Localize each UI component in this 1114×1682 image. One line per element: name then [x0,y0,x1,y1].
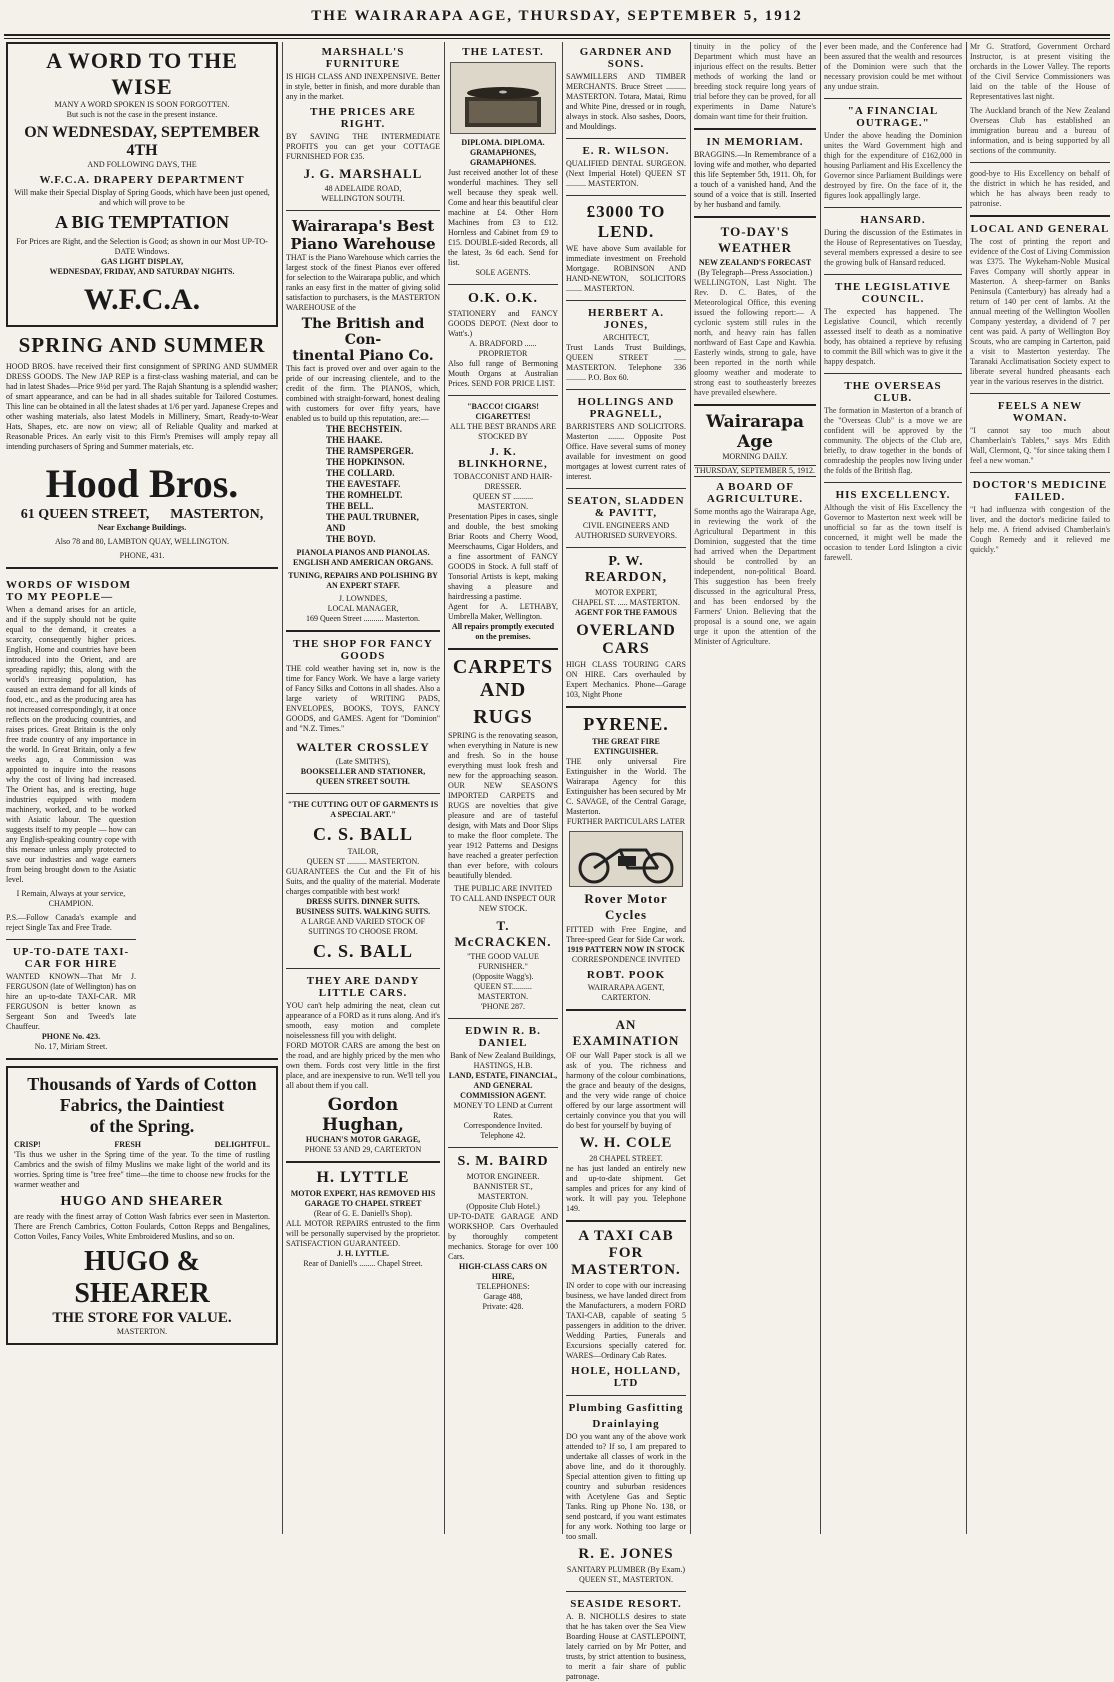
crossley-trade: BOOKSELLER AND STATIONER, QUEEN STREET SOUTH. [300,767,426,786]
daniel-tel: Telephone 42. [480,1131,526,1140]
separator [566,1395,686,1396]
tobacco-agent: Agent for A. LETHABY, Umbrella Maker, Wellington. [448,602,558,621]
crossley-name: WALTER CROSSLEY [296,740,430,754]
separator [970,393,1110,394]
masthead-rule-thin [4,38,1110,39]
separator [286,1161,440,1163]
column6-continued: ever been made, and the Conference had been assured that the wealth and resources of the Dominion were such that the necessary provision could be met without any undue strain. [824,42,962,91]
wisdom-body: When a demand arises for an article, and if the supply should not be quite equal to the demand, it creates a scarcity, consequently higher prices. English, Home and countries have been introduced into the Orient, and are spreading rapidly; this, along with the world's increasing population, has caused an extra demand for all kinds of food, etc., and as the producing area has not increased correspondingly, it at once reflects on the producing countries, and raises prices. Great Britain is the only free trade country of any importance in the world. In Great Britain, only a few weeks ago, a Commission was appointed to inquire into the reasons why the cost of living had increased. The Orient has, and is erecting, huge industries equipped with modern machinery, worked, and to be worked with Asiatic labour. The question suggests itself to my people — how can any English-speaking country cope with this menace unless amply protected to save our industries and wage earners from being brought down to the Asiatic level. [6,605,136,884]
taxi2-name: HOLE, HOLLAND, LTD [571,1365,681,1389]
rover-stock: 1919 PATTERN NOW IN STOCK [567,945,685,954]
exam-head: AN EXAMINATION [572,1017,680,1048]
lend-head: £3000 TO LEND. [586,202,666,241]
wisdom-sign: I Remain, Always at your service, CHAMPION. [16,889,126,908]
excellency-head: HIS EXCELLENCY. [835,489,951,501]
separator [970,162,1110,163]
piano-brand-item: THE ROMHELDT. [326,490,403,500]
piano-brand-item: THE EAVESTAFF. [326,479,401,489]
ball-body: GUARANTEES the Cut and the Fit of his Suits, and the quality of the material. Moderate charges compatible with best work! [286,867,440,896]
rover-body: FITTED with Free Engine, and Three-speed Gear for Side Car work. [566,925,686,944]
piano-brand-item: THE HAAKE. [326,435,383,445]
memoriam-body: BRAGGINS.—In Remembrance of a loving wife and mother, who departed this life September 5th, 1911. Oh, for a touch of a vanished hand, And the sound of a voice that is still. Inserted by her husband and family. [694,150,816,209]
column-rule [966,42,967,1534]
taxi2-head: A TAXI CAB FOR MASTERTON. [571,1228,681,1278]
seaside-body: A. B. NICHOLLS desires to state that he has taken over the Sea View Boarding House at CASTLEPOINT, lately carried on by Mr Potter, and trusts, by strict attention to business, to merit a fair share of public patronage. [566,1612,686,1681]
lyttle-rear: (Rear of G. E. Daniell's Shop). [313,1209,413,1218]
overseas-head: THE OVERSEAS CLUB. [844,380,942,404]
council-body: The expected has happened. The Legislative Council, which recently assessed itself to death as a nominative body, has obtained a reprieve by refusing to commit the Bill which was to give it the happy despatch. [824,307,962,366]
separator [566,1009,686,1011]
separator [970,472,1110,473]
local-body: The cost of printing the report and evidence of the Cost of Living Commission was £375. The Wykeham-Noble Musical Faves Company will shortly appear in Masterton. A sheep-farmer on Banks Peninsula (Canterbury) has already had a return of 140 per cent of lambs. At the annual meeting of the Wellington Woollen Company yesterday, a dividend of 7 per cent was paid. A party of Wellington Boy Scouts, who are camping in Carterton, paid a visit to Masterton yesterday. The Taranaki Acclimatisation Society expect to liberate several hundred pheasants each year in the various reserves in the district. [970,237,1110,386]
tobacco-brands: ALL THE BEST BRANDS ARE STOCKED BY [449,422,557,441]
separator [6,1058,278,1060]
rover-head: Rover Motor Cycles [584,891,668,922]
gramophone-icon [451,63,555,133]
wfca-headline: A WORD TO THE WISE [46,48,238,99]
carpets-head2: RUGS [473,706,533,728]
carpets-opp: (Opposite Wagg's). [472,972,534,981]
separator [286,793,440,794]
baird-addr: BANNISTER ST., MASTERTON. [473,1182,533,1201]
separator [566,1220,686,1222]
daniel-name: EDWIN R. B. DANIEL [465,1025,541,1049]
wilson-head: E. R. WILSON. [582,145,670,157]
separator [6,939,136,940]
baird-body: UP-TO-DATE GARAGE AND WORKSHOP. Cars Overhauled by thoroughly competent mechanics. Storage for over 100 Cars. [448,1212,558,1261]
reardon-body: HIGH CLASS TOURING CARS ON HIRE. Cars overhauled by Expert Mechanics. Phone—Garage 103, Night Phone [566,660,686,699]
reardon-agent: AGENT FOR THE FAMOUS [574,608,677,617]
hugo-head3: of the Spring. [89,1116,195,1136]
wfca-line2: But such is not the case in the present instance. [66,110,218,119]
tobacco-trade: TOBACCONIST AND HAIR-DRESSER. [453,472,553,491]
lyttle-name: H. LYTTLE [316,1169,410,1186]
separator [824,482,962,483]
wisdom-head: WORDS OF WISDOM TO MY PEOPLE— [6,579,132,603]
marshall-town: WELLINGTON SOUTH. [321,194,405,203]
separator [824,373,962,374]
piano-body2: This fact is proved over and over again to the pride of our increasing clientele, and to the credit of the firm. The PIANOS, which, combined with straight-forward, honest dealing with customers for over fifty years, have enabled us to build up this reputation, are:— [286,364,440,423]
seaton-body: CIVIL ENGINEERS AND AUTHORISED SURVEYORS. [574,521,678,540]
rover-addr: WAIRARAPA AGENT, CARTERTON. [587,983,665,1002]
column-1 [6,42,278,1534]
piano-mgr: J. LOWNDES, [338,594,388,603]
weather-sub: NEW ZEALAND'S FORECAST [698,258,812,267]
gardner-head: GARDNER AND SONS. [579,46,673,70]
ball-name: C. S. BALL [312,824,414,844]
woman-head: FEELS A NEW WOMAN. [997,400,1083,424]
column-rule [282,42,283,1534]
ford-head: THEY ARE DANDY LITTLE CARS. [306,975,420,999]
doctor-head: DOCTOR'S MEDICINE FAILED. [972,479,1108,503]
ok-head: O.K. O.K. [467,291,539,306]
column-rule [690,42,691,1534]
separator [824,98,962,99]
shop-body: THE cold weather having set in, now is the time for Fancy Work. We have a large variety of Fancy Silks and Cottons in all shades. Also a large variety of WRITING PADS, ENVELOPES, BOOKS, TOYS, FANCY GOODS, and GAMES. Agent for "Dominion" and "N.Z. Times." [286,664,440,733]
paper-sub: MORNING DAILY. [722,452,788,461]
weather-tel: (By Telegraph—Press Association.) [697,268,813,277]
separator [566,1591,686,1592]
motorcycle-illustration [569,831,683,887]
jones-title: ARCHITECT, [602,333,650,342]
jones-addr: Trust Lands Trust Buildings, QUEEN STREET ...... MASTERTON. Telephone 336 .......... P.O. Box 60. [566,343,686,382]
wfca-dept: W.F.C.A. DRAPERY DEPARTMENT [39,174,245,186]
daniel-body: LAND, ESTATE, FINANCIAL, AND GENERAL COMMISSION AGENT. [448,1071,558,1100]
taxi-street: No. 17, Miriam Street. [34,1042,108,1051]
piano-brand-item: THE COLLARD. [326,468,395,478]
daniel-bank: Bank of New Zealand Buildings, [450,1051,556,1060]
excellency-body: Although the visit of His Excellency the Governor to Masterton next week will be unofficial so far as the town itself is concerned, it might well be made the occasion to tender Lord Islington a civic farewell. [824,503,962,562]
column-rule [562,42,563,1534]
taxi-body: WANTED KNOWN—That Mr J. FERGUSON (late of Wellington) has on hire an up-to-date TAXI-CAR. MR FERGUSON is better known as Sergeant Son and Tweed's late Chauffeur. [6,972,136,1031]
exam-addr: 28 CHAPEL STREET. [589,1154,663,1163]
taxi2-body: IN order to cope with our increasing business, we have landed direct from the Manufacturers, a modern FORD TAXI-CAB, capable of seating 5 passengers in addition to the driver. Wedding Parties, Funerals and Excursions specially catered for. WARES—Ordinary Cab Rates. [566,1281,686,1360]
ball-name2: C. S. BALL [312,941,414,961]
wfca-display: Will make their Special Display of Spring Goods, which have been just opened, and which will prove to be [14,188,270,207]
woman-body: "I cannot say too much about Chamberlain's Tablets," says Mrs Edith Wall, Clermont, Q. "for since taking them I feel a new woman." [970,426,1110,465]
column-3 [448,42,558,1534]
hood-also: Also 78 and 80, LAMBTON QUAY, WELLINGTON. [55,537,229,546]
wfca-line1: MANY A WORD SPOKEN IS SOON FORGOTTEN. [54,100,230,109]
tobacco-repairs: All repairs promptly executed on the premises. [451,622,555,641]
separator [448,284,558,285]
ball-large: A LARGE AND VARIED STOCK OF SUITINGS TO CHOOSE FROM. [300,917,426,936]
separator [566,195,686,196]
paper-name: Wairarapa Age [706,412,804,452]
column-7 [970,42,1110,1534]
separator [824,207,962,208]
separator [6,567,278,569]
hugo-crisp: CRISP! [14,1140,41,1149]
wfca-temptation: A BIG TEMPTATION [54,212,230,232]
baird-opp: (Opposite Club Hotel.) [466,1202,540,1211]
agriculture-continued: tinuity in the policy of the Department which must have an injurious effect on the results. Better methods of working the land or breeding stock require long years of trial before they can be proved, for all experiments in Dame Nature's domain want time for their fruition. [694,42,816,121]
paper-date: THURSDAY, SEPTEMBER 5, 1912. [694,466,816,475]
hugo-fresh: FRESH [114,1140,141,1149]
piano-mgr-title: LOCAL MANAGER, [327,604,399,613]
hood-name: Hood Bros. [45,461,239,506]
wfca-prices: For Prices are Right, and the Selection is Good; as shown in our Most UP-TO-DATE Windows. [16,237,268,256]
ok-name: A. BRADFORD ...... PROPRIETOR [469,339,537,358]
council-head: THE LEGISLATIVE COUNCIL. [835,281,951,305]
gardner-body: SAWMILLERS AND TIMBER MERCHANTS. Bruce Street .......... MASTERTON. Totara, Matai, Rimu and White Pine, dressed or in rough, always in stock. Also sashes, Doors, and Mouldings. [566,72,686,131]
wfca-following: AND FOLLOWING DAYS, THE [87,160,197,169]
taxi-head: UP-TO-DATE TAXI-CAR FOR HIRE [12,946,130,970]
wfca-advert [6,42,278,327]
board-head: A BOARD OF AGRICULTURE. [706,481,804,505]
ford-name: Gordon Hughan, [322,1095,404,1135]
plumb-title: SANITARY PLUMBER (By Exam.) [566,1565,686,1574]
separator [694,404,816,406]
wfca-logo: W.F.C.A. [83,283,201,316]
column7-continued: good-bye to His Excellency on behalf of the district in which he has resided, and which he has always been ready to patronise. [970,169,1110,208]
lend-body: WE have above Sum available for immediate investment on Freehold Mortgage. ROBINSON AND HAND-NEWTON, SOLICITORS ........ MASTERTON. [566,244,686,293]
hugo-town: MASTERTON. [116,1327,168,1336]
separator [448,1147,558,1148]
carpets-phone: 'PHONE 287. [480,1002,526,1011]
shop-head: THE SHOP FOR FANCY GOODS [293,638,433,662]
hugo-delight: DELIGHTFUL. [214,1140,270,1149]
memoriam-head: IN MEMORIAM. [706,136,804,148]
ok-music: Also full range of Bermoning Mouth Organs at Australian Prices. SEND FOR PRICE LIST. [448,359,558,388]
exam-body2: ne has just landed an entirely new and up-to-date shipment. Get samples and prices for any kind of work. It will pay you. Telephone 149. [566,1164,686,1213]
diploma: DIPLOMA. DIPLOMA. [461,138,545,147]
piano-addr: 169 Queen Street .......... Masterton. [306,614,420,623]
piano-co2: tinental Piano Co. [292,348,434,364]
crossley-late: (Late SMITH'S), [335,757,391,766]
column7-top: Mr G. Stratford, Government Orchard Instructor, is at present visiting the orchards in the Lower Valley. The reports of the Civil Service Commissioners was laid on the table of the House of Representatives last night. [970,42,1110,101]
marshall-body: IS HIGH CLASS AND INEXPENSIVE. Better in style, better in finish, and more durable than any in the market. [286,72,440,101]
jones-name: HERBERT A. JONES, [587,307,665,331]
baird-name: S. M. BAIRD [457,1154,549,1169]
exam-body: OF our Wall Paper stock is all we ask of you. The richness and harmony of the colour combinations, the grace and beauty of the designs, and the very wide range of choice offered by our large assortment will certainly convince you that you will do best for yourself by buying of [566,1051,686,1130]
hugo-crisp-row [14,1140,270,1150]
weather-body: WELLINGTON, Last Night. The Rev. D. C. Bates, of the Meteorological Office, this evening issued the following report:— A cyclonic system still rules in the north, and heavy rain has fallen northward of East Cape and Kawhia. Easterly winds, strong to gale, have been reported in the north while gloomy weather and moderate to strong east to southeasterly breezes have prevailed elsewhere. [694,278,816,397]
pyrene-sub: THE GREAT FIRE EXTINGUISHER. [592,737,660,756]
wilson-body: QUALIFIED DENTAL SURGEON. (Next Imperial Hotel) QUEEN ST .......... MASTERTON. [566,159,686,188]
ford-garage: HUCHAN'S MOTOR GARAGE, [305,1135,421,1144]
wfca-gas: GAS LIGHT DISPLAY, [100,257,184,266]
tobacco-head: "BACCO! CIGARS! CIGARETTES! [467,402,539,421]
piano-brand-item: AND [326,523,346,533]
rover-corr: CORRESPONDENCE INVITED [571,955,681,964]
marshall-saving: BY SAVING THE INTERMEDIATE PROFITS you can get your COTTAGE FURNISHED FOR £35. [286,132,440,161]
separator [448,1018,558,1019]
wfca-nights: WEDNESDAY, FRIDAY, AND SATURDAY NIGHTS. [49,267,235,276]
separator [566,488,686,489]
hugo-advert [6,1066,278,1345]
column-rule [444,42,445,1534]
separator [286,210,440,211]
hood-near: Near Exchange Buildings. [97,523,187,532]
champion-advert [6,575,136,1052]
rover-name: ROBT. POOK [586,969,666,981]
lyttle-addr: Rear of Daniell's ........ Chapel Street. [303,1259,423,1268]
marshall-name: J. G. MARSHALL [303,166,423,181]
piano-organs: PIANOLA PIANOS AND PIANOLAS. ENGLISH AND AMERICAN ORGANS. [292,548,434,567]
gramophone-illustration [450,62,556,134]
ford-parts: FORD MOTOR CARS are among the best on the road, and are highly priced by the men who own them. Fords cost very little in the first place, and are inexpensive to run. We'll tell you all about them if you call. [286,1041,440,1090]
ball-suits: DRESS SUITS. DINNER SUITS. BUSINESS SUITS. WALKING SUITS. [295,897,431,916]
plumb-name: R. E. JONES [578,1546,674,1562]
pyrene-body: THE only universal Fire Extinguisher in the World. The Wairarapa Agency for this Extinguisher has been secured by Mr C. SAVAGE, of the Central Garage, Masterton. [566,757,686,816]
piano-brand-item: THE PAUL TRUBNER, [326,512,419,522]
piano-body: THAT is the Piano Warehouse which carries the largest stock of the finest Pianos ever offered for selection to the Wairarapa public, and which ranks an easy first in the matter of giving solid satisfaction to purchasers, is the MASTERTON WAREHOUSE of the [286,253,440,312]
piano-head2: Piano Warehouse [290,235,436,253]
column-rule [820,42,821,1534]
seaton-head: SEATON, SLADDEN & PAVITT, [567,495,685,519]
separator [694,128,816,130]
exam-name: W. H. COLE [579,1135,673,1151]
separator [286,630,440,632]
taxi-phone: PHONE No. 423. [41,1032,101,1041]
carpets-invite: THE PUBLIC ARE INVITED TO CALL AND INSPECT OUR NEW STOCK. [450,884,556,913]
separator [286,968,440,969]
pyrene-head: PYRENE. [583,714,669,734]
separator [566,300,686,301]
hugo-body: 'Tis thus we usher in the Spring time of the year. To the time of rustling Cambrics and the swish of filmy Muslins we make light of the world and its worries. Spring time is "tree free" time—the time to choose new frocks for the warmer weather and [14,1150,270,1189]
baird-title: MOTOR ENGINEER. [466,1172,540,1181]
hollings-body: BARRISTERS AND SOLICITORS. Masterton ........ Opposite Post Office. Have several sums of money available for investment on good mortgages at lowest current rates of interest. [566,422,686,481]
column-4 [566,42,686,1681]
column-6 [824,42,962,1534]
baird-hire: HIGH-CLASS CARS ON HIRE, [458,1262,547,1281]
hollings-head: HOLLINGS AND PRAGNELL, [577,396,675,420]
hugo-ready: are ready with the finest array of Cotton Wash fabrics ever seen in Masterton. There are French Cambrics, Cotton Foulards, Cotton Repps and Bengalines, Cotton Voiles, Fancy Voiles, White Embroidered Muslins, and so on. [14,1212,270,1241]
tobacco-addr: QUEEN ST .......... MASTERTON. [472,492,534,511]
ok-body: STATIONERY and FANCY GOODS DEPOT. (Next door to Watt's.) [448,309,558,338]
col1-split [6,575,278,1052]
carpets-tag: "THE GOOD VALUE FURNISHER." [467,952,539,971]
carpets-addr: QUEEN ST.......... MASTERTON. [474,982,532,1001]
piano-brand-item: THE BOYD. [326,534,376,544]
reardon-title: MOTOR EXPERT, [595,588,657,597]
board-body: Some months ago the Wairarapa Age, in reviewing the work of the Agricultural Department in this Dominion, suggested that the time had arrived when the Department should be controlled by an independent, non-political Board. This suggestion has been freely discussed in the agricultural Press, and has been endorsed by the Farmers' Union. Believing that the proposal is a sound one, we again urge it upon the attention of the Minister of Agriculture. [694,507,816,646]
piano-head1: Wairarapa's Best [291,217,435,235]
carpets-body: SPRING is the renovating season, when everything in Nature is new and fresh. So in the house everything must look fresh and new for the approaching season. OUR NEW SEASON'S IMPORTED CARPETS and RUGS are novelties that give pleasure and are of tasteful design, with Mats and Door Slips to make the floor complete. The year 1912 Patterns and Designs have reached a greater perfection than ever before, with colours beautifully blended. [448,731,558,880]
wisdom-ps: P.S.—Follow Canada's example and reject Single Tax and Free Trade. [6,913,136,932]
grama-head: GRAMAPHONES, GRAMAPHONES. [470,148,536,167]
separator [566,547,686,548]
piano-brand-item: THE HOPKINSON. [326,457,405,467]
baird-tel: TELEPHONES: [476,1282,530,1291]
ball-queen: QUEEN ST .......... MASTERTON. [306,857,420,866]
grama-body: Just received another lot of these wonderful machines. They sell well because they speak well. Come and hear this beautiful clear machine at £4. Other Horn Machines from £3 to £12. Hornless and Cabinet from £9 to £15. DOUBLE-sided Records, all the latest, 3s 6d each. Send for list. [448,168,558,267]
lyttle-body: ALL MOTOR REPAIRS entrusted to the firm will be personally supervised by the proprietor. SATISFACTION GUARANTEED. [286,1219,440,1248]
hansard-head: HANSARD. [860,214,926,226]
hugo-name-small: HUGO AND SHEARER [60,1194,224,1209]
column7-top2: The Auckland branch of the New Zealand Overseas Club has established an immigration bureau and a bureau of information, and is being supported by all sections of the community. [970,106,1110,155]
latest-head: THE LATEST. [462,46,544,58]
ford-phone: PHONE 53 AND 29, CARTERTON [304,1145,422,1154]
piano-brands-list [286,424,440,545]
plumb-head: Plumbing Gasfitting [568,1402,684,1414]
tobacco-name: J. K. BLINKHORNE, [458,446,548,470]
motorcycle-icon [570,832,682,886]
piano-co1: The British and Con- [301,316,425,348]
separator [566,138,686,139]
reardon-cars: OVERLAND CARS [576,622,676,657]
separator [694,216,816,218]
doctor-body: "I had influenza with congestion of the liver, and the doctor's medicine failed to help me. A friend advised Chamberlain's Cough Remedy and it relieved me quickly." [970,505,1110,554]
local-head: LOCAL AND GENERAL [970,223,1110,235]
pyrene-later: FURTHER PARTICULARS LATER [566,817,686,826]
masthead-rule [4,34,1110,36]
hugo-name-big: HUGO & SHEARER [74,1246,210,1309]
separator [448,648,558,650]
plumb-addr: QUEEN ST., MASTERTON. [578,1575,674,1584]
ball-head: "THE CUTTING OUT OF GARMENTS IS A SPECIAL ART." [287,800,439,819]
reardon-head: P. W. REARDON, [584,554,668,585]
hood-body: HOOD BROS. have received their first consignment of SPRING AND SUMMER DRESS GOODS. The New JAP REP is a first-class washing material, and can be had in latest Shades—Price 9½d per yard. The Rajah Shantung is a splendid washer; of smart appearance, and can be had in all shades suitable for Tailored Costumes. This line can be obtained in all the latest shades at 1/6 per yard. Japanese Crepes and other washing materials, also latest Models in Millinery, Smart, Ready-to-Wear Hats, Shapes, etc. are now on view; all of Reliable Quality and marked at Reasonable Prices. An early visit to this Firm's Premises will amply repay all intending purchasers of Spring and Summer materials, etc. [6,362,278,451]
ball-tailor: TAILOR, [347,847,379,856]
grama-agent: SOLE AGENTS. [475,268,531,277]
daniel-corr: Correspondence Invited. [463,1121,543,1130]
carpets-name: T. McCRACKEN. [454,918,552,949]
lyttle-title: MOTOR EXPERT, HAS REMOVED HIS GARAGE TO CHAPEL STREET [290,1189,436,1208]
column-5 [694,42,816,1534]
lyttle-sign: J. H. LYTTLE. [337,1249,389,1258]
weather-head: TO-DAY'S WEATHER [718,224,792,255]
separator [824,274,962,275]
wfca-date: ON WEDNESDAY, SEPTEMBER 4TH [24,124,260,159]
daniel-st: HASTINGS, H.B. [473,1061,533,1070]
marshall-prices: THE PRICES ARE RIGHT. [310,106,416,130]
marshall-addr: 48 ADELAIDE ROAD, [324,184,402,193]
baird-private: Private: 428. [482,1302,524,1311]
piano-brand-item: THE RAMSPERGER. [326,446,414,456]
seaside-head: SEASIDE RESORT. [570,1598,682,1610]
plumb-sub: Drainlaying [592,1418,660,1430]
plumb-body: DO you want any of the above work attended to? If so, I am prepared to undertake all classes of work in the above line, and do it thoroughly. Special attention given to fitting up country and suburban residences with Acetylene Gas and Septic Tanks. Ring up Phone No. 138, or send postcard, if you want estimates for any work. Nothing too large or too small. [566,1432,686,1541]
carpets-head1: CARPETS AND [452,656,554,701]
piano-brand-item: THE BECHSTEIN. [326,424,403,434]
separator [566,389,686,390]
tobacco-body: Presentation Pipes in cases, single and double, the best smoking Briar Roots and Cherry Wood, Meerschaums, Cigar Holders, and a fine assortment of FANCY GOODS in Stock. A full staff of Tonsorial Artists is kept, making shaving a pleasure and hairdressing a pastime. [448,512,558,601]
masthead: THE WAIRARAPA AGE, THURSDAY, SEPTEMBER 5, 1912 [311,8,803,24]
separator [566,706,686,708]
baird-garage: Garage 488, [483,1292,523,1301]
piano-brand-item: THE BELL. [326,501,374,511]
hood-address: 61 QUEEN STREET, MASTERTON, [20,507,264,522]
separator [448,395,558,396]
column-2 [286,42,440,1534]
hugo-head1: Thousands of Yards of Cotton [27,1074,257,1094]
hansard-body: During the discussion of the Estimates in the House of Representatives on Tuesday, several members expressed a desire to see the growing bulk of Hansard reduced. [824,228,962,267]
separator [970,215,1110,217]
reardon-addr: CHAPEL ST. ..... MASTERTON. [572,598,680,607]
hugo-head2: Fabrics, the Daintiest [59,1095,225,1115]
ford-body: YOU can't help admiring the neat, clean cut appearance of a FORD as it runs along. And it's smooth, easy motion and complete noiselessness fill you with delight. [286,1001,440,1040]
hood-headline: SPRING AND SUMMER [18,333,266,357]
hugo-tag: THE STORE FOR VALUE. [52,1310,232,1326]
overseas-body: The formation in Masterton of a branch of the "Overseas Club" is a move we are confident will be approved by the community. The objects of the Club are, briefly, to draw together in the bonds of comradeship the peoples now living under the folds of the British flag. [824,406,962,475]
outrage-head: "A FINANCIAL OUTRAGE." [847,105,939,129]
outrage-body: Under the above heading the Dominion unites the Ward Government high and thigh for the expenditure of £162,000 in housing Parliament and His Excellency the Governor since Parliament Buildings were destroyed by fire. On the face of it, the figures look appallingly large. [824,131,962,200]
hood-phone: PHONE, 431. [119,551,165,560]
marshall-head: MARSHALL'S FURNITURE [321,46,405,70]
piano-tuning: TUNING, REPAIRS AND POLISHING BY AN EXPERT STAFF. [288,571,438,590]
daniel-money: MONEY TO LEND at Current Rates. [453,1101,553,1120]
